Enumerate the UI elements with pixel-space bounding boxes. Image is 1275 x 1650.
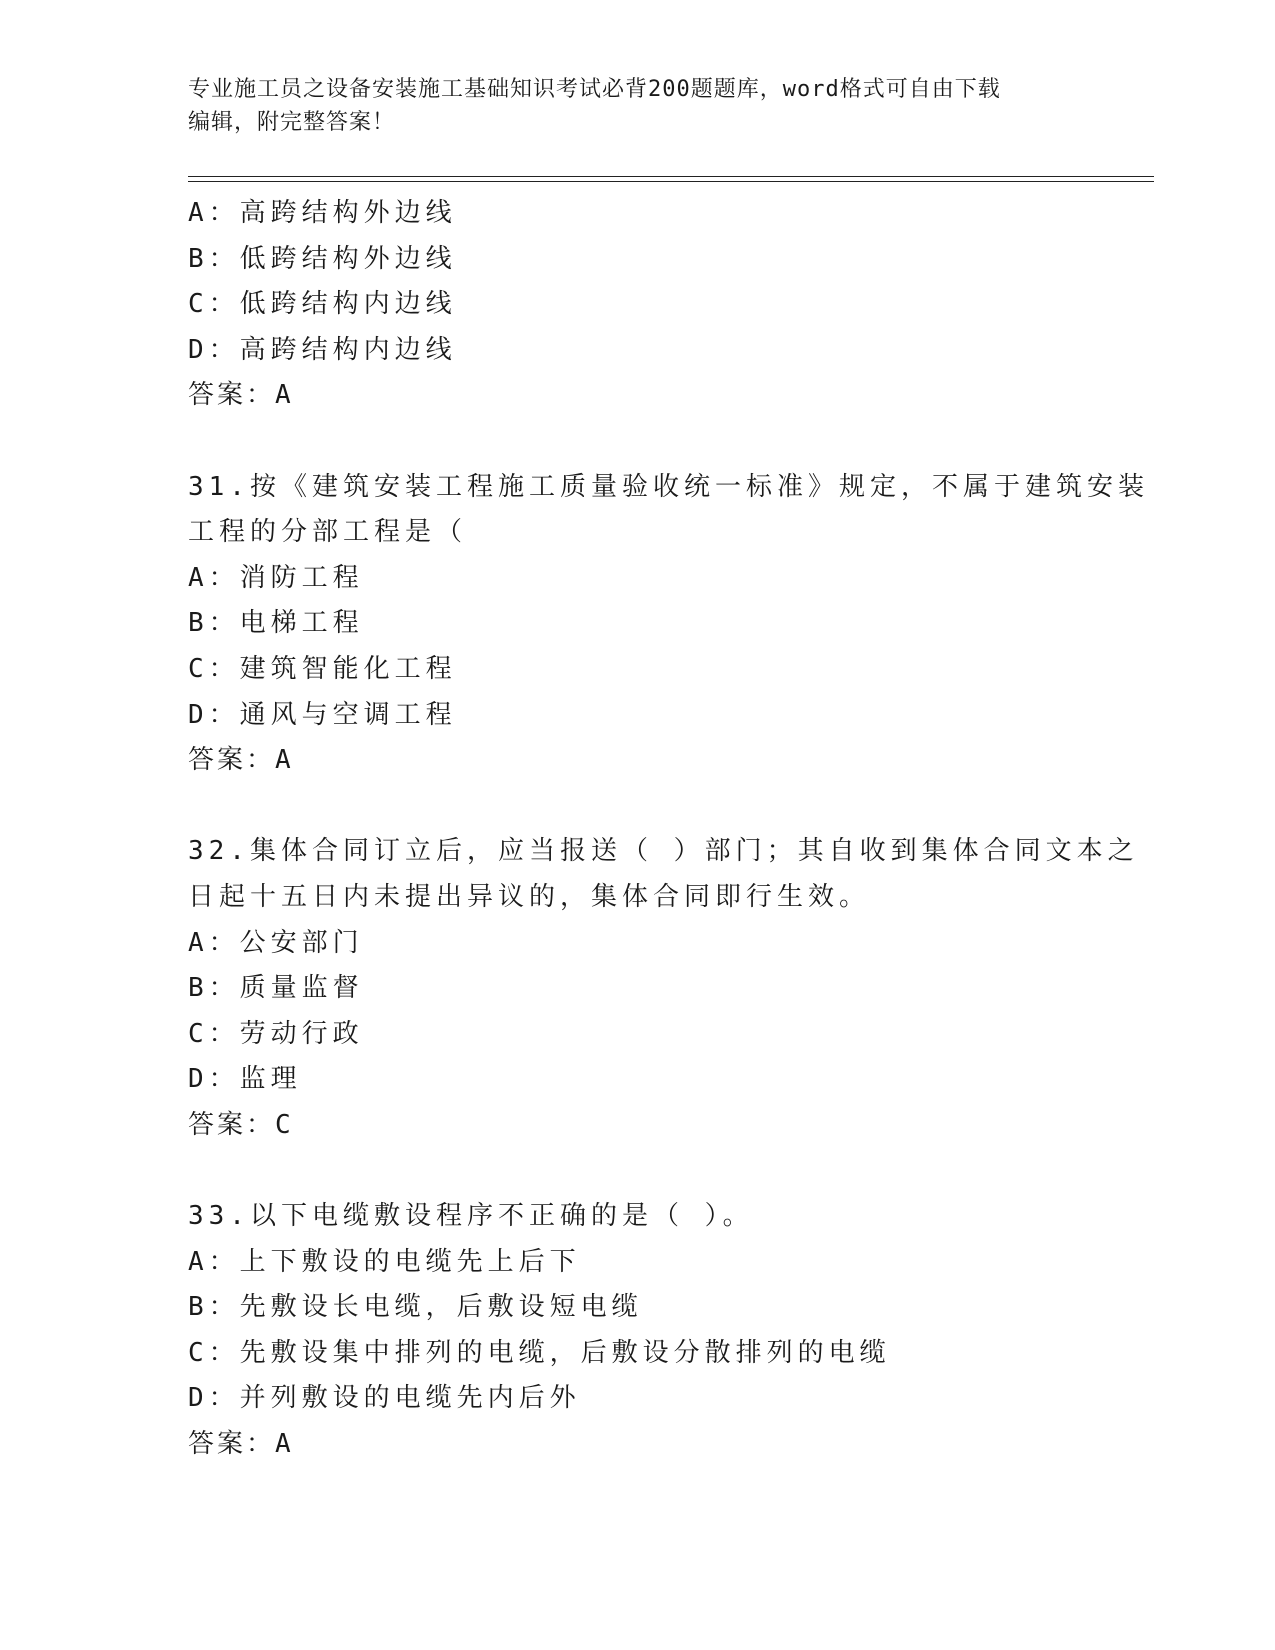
answer: 答案：A — [188, 745, 294, 776]
option-b: B：质量监督 — [188, 973, 364, 1004]
continued-question — [188, 191, 1154, 419]
question-stem-line: 32.集体合同订立后，应当报送（ ）部门；其自收到集体合同文本之 — [188, 836, 1139, 867]
option-d: D：并列敷设的电缆先内后外 — [188, 1383, 581, 1414]
answer: 答案：C — [188, 1109, 294, 1140]
question-31 — [188, 465, 1154, 784]
option-d: D：高跨结构内边线 — [188, 334, 457, 365]
question-stem-line: 日起十五日内未提出异议的，集体合同即行生效。 — [188, 881, 871, 912]
header-divider-top — [188, 176, 1154, 177]
option-a: A：高跨结构外边线 — [188, 198, 457, 228]
option-d: D：通风与空调工程 — [188, 699, 457, 730]
option-b: B：低跨结构外边线 — [188, 243, 457, 274]
option-a: A：公安部门 — [188, 927, 364, 958]
header-divider-bottom — [188, 181, 1154, 182]
question-stem-line: 工程的分部工程是（ — [188, 517, 468, 548]
option-a: A：上下敷设的电缆先上后下 — [188, 1246, 581, 1277]
answer: 答案：A — [188, 380, 294, 411]
option-b: B：先敷设长电缆，后敷设短电缆 — [188, 1292, 643, 1323]
question-stem-line: 33.以下电缆敷设程序不正确的是（ ）。 — [188, 1201, 754, 1232]
option-d: D：监理 — [188, 1064, 302, 1095]
option-c: C：建筑智能化工程 — [188, 653, 457, 684]
question-stem-line: 31.按《建筑安装工程施工质量验收统一标准》规定，不属于建筑安装 — [188, 471, 1149, 502]
option-c: C：低跨结构内边线 — [188, 289, 457, 320]
header-line-2: 编辑，附完整答案！ — [188, 110, 396, 135]
option-c: C：劳动行政 — [188, 1018, 364, 1049]
question-33 — [188, 1194, 1154, 1468]
answer: 答案：A — [188, 1429, 294, 1460]
question-32 — [188, 829, 1154, 1148]
option-c: C：先敷设集中排列的电缆，后敷设分散排列的电缆 — [188, 1337, 891, 1368]
document-header — [188, 73, 1088, 139]
option-a: A：消防工程 — [188, 562, 364, 593]
header-line-1: 专业施工员之设备安装施工基础知识考试必背200题题库，word格式可自由下载 — [188, 77, 1001, 102]
question-list — [188, 191, 1154, 1468]
option-b: B：电梯工程 — [188, 608, 364, 639]
